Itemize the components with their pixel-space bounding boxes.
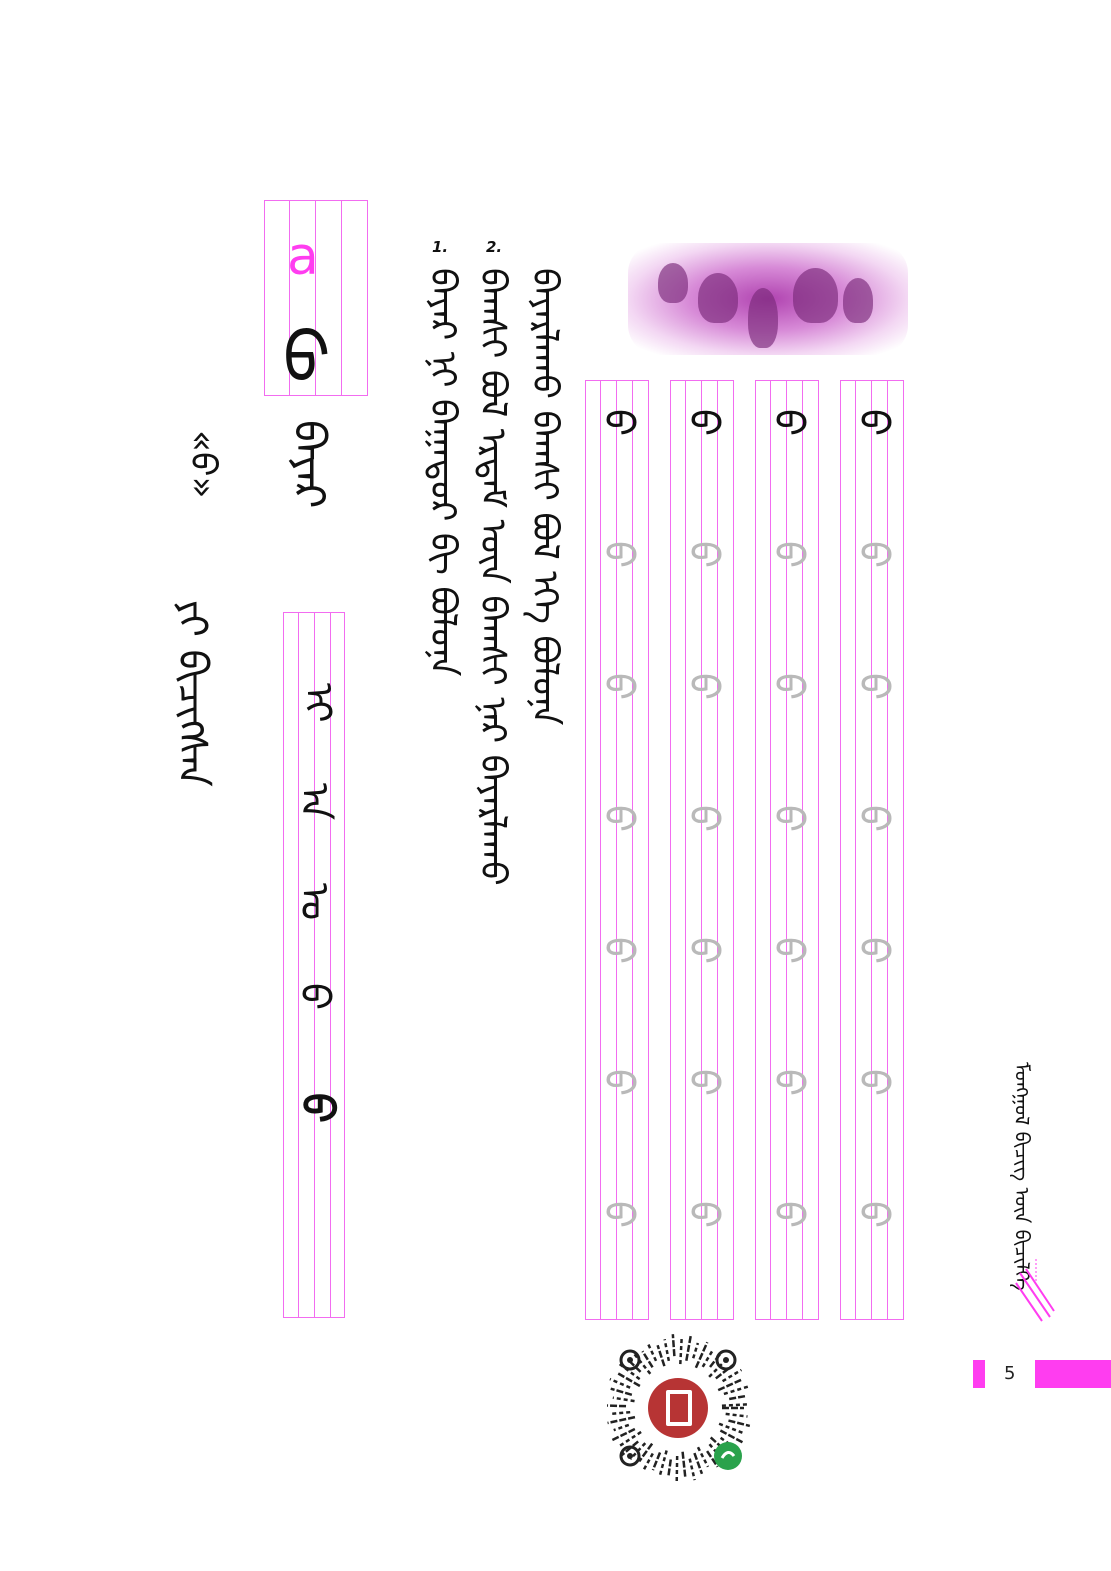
practice-trace: ᠪ xyxy=(680,673,726,701)
exercise-line-2: ᠪᠠᠭᠰᠢ ᠪᠣᠯ ᠡᠷᠳᠡᠮ ᠦᠨ ᠪᠠᠭᠰᠢ ᠨᠠᠷ ᠪᠠᠶᠠᠷᠯᠠᠬᠤ xyxy=(472,268,513,886)
practice-trace: ᠪ xyxy=(850,673,896,701)
practice-trace: ᠪ xyxy=(595,541,641,569)
practice-trace: ᠪ xyxy=(595,805,641,833)
stroke-step-4: ᠪ xyxy=(291,983,337,1011)
letter-grid-example: ᠪ xyxy=(283,318,331,400)
stroke-order-box xyxy=(283,612,345,1318)
stroke-step-2: ᠠ xyxy=(291,783,337,821)
practice-column[interactable] xyxy=(755,380,819,1320)
stroke-step-5: ᠪ xyxy=(291,1093,342,1123)
practice-trace: ᠪ xyxy=(680,1201,726,1229)
letter-grid-box xyxy=(264,200,368,400)
page-bar-right xyxy=(1035,1360,1111,1388)
lesson-word: ᠪᠠᠶᠠᠷ xyxy=(283,420,334,509)
practice-trace: ᠪ xyxy=(680,541,726,569)
practice-column[interactable] xyxy=(585,380,649,1320)
practice-trace: ᠪ xyxy=(765,805,811,833)
practice-glyph: ᠪ xyxy=(595,409,641,437)
running-title: ᠮᠣᠩᠭᠣᠯ ᠪᠢᠴᠢᠭ ᠦᠨ ᠪᠢᠴᠢᠯᠭᠡ xyxy=(1010,1062,1034,1291)
practice-trace: ᠪ xyxy=(765,541,811,569)
exercise-number-2: 2. xyxy=(486,238,503,256)
qr-code xyxy=(600,1330,756,1486)
practice-trace: ᠪ xyxy=(850,937,896,965)
letter-grid-overlay: a xyxy=(287,227,319,287)
practice-trace: ᠪ xyxy=(765,1201,811,1229)
practice-trace: ᠪ xyxy=(680,937,726,965)
corner-stripes xyxy=(1012,1255,1056,1325)
page-number: 5 xyxy=(1004,1363,1016,1384)
page-bar-left xyxy=(973,1360,985,1388)
exercise-number-1: 1. xyxy=(432,238,449,256)
practice-trace: ᠪ xyxy=(765,1069,811,1097)
practice-trace: ᠪ xyxy=(595,1201,641,1229)
example-line: ᠶᠢ ᠪᠢᠴᠢᠭᠰᠡᠨ xyxy=(169,600,215,787)
practice-trace: ᠪ xyxy=(595,673,641,701)
practice-trace: ᠪ xyxy=(850,541,896,569)
example-quote: «ᠪ» xyxy=(182,430,223,499)
practice-trace: ᠪ xyxy=(850,1201,896,1229)
practice-trace: ᠪ xyxy=(595,1069,641,1097)
practice-trace: ᠪ xyxy=(680,805,726,833)
practice-trace: ᠪ xyxy=(850,1069,896,1097)
exercise-line-1: ᠪᠠᠶᠠᠷ ᠨᠢ ᠪᠠᠭᠠᠲᠤᠷ ᠪᠢ ᠪᠤᠯᠤᠨᠠ xyxy=(422,268,463,677)
practice-trace: ᠪ xyxy=(765,937,811,965)
practice-trace: ᠪ xyxy=(765,673,811,701)
stroke-step-3: ᠣ xyxy=(291,883,337,921)
classroom-photo xyxy=(628,243,908,355)
practice-glyph: ᠪ xyxy=(765,409,811,437)
practice-column[interactable] xyxy=(670,380,734,1320)
exercise-line-3: ᠪᠠᠶᠠᠷᠯᠠᠬᠤ ᠪᠠᠭᠰᠢ ᠪᠣᠯ ᠡᠬᠡ ᠪᠤᠯᠤᠨᠠ xyxy=(524,268,565,726)
practice-glyph: ᠪ xyxy=(680,409,726,437)
stroke-step-1: ᠢ xyxy=(295,683,341,723)
practice-trace: ᠪ xyxy=(595,937,641,965)
practice-column[interactable] xyxy=(840,380,904,1320)
practice-trace: ᠪ xyxy=(850,805,896,833)
practice-glyph: ᠪ xyxy=(850,409,896,437)
practice-trace: ᠪ xyxy=(680,1069,726,1097)
